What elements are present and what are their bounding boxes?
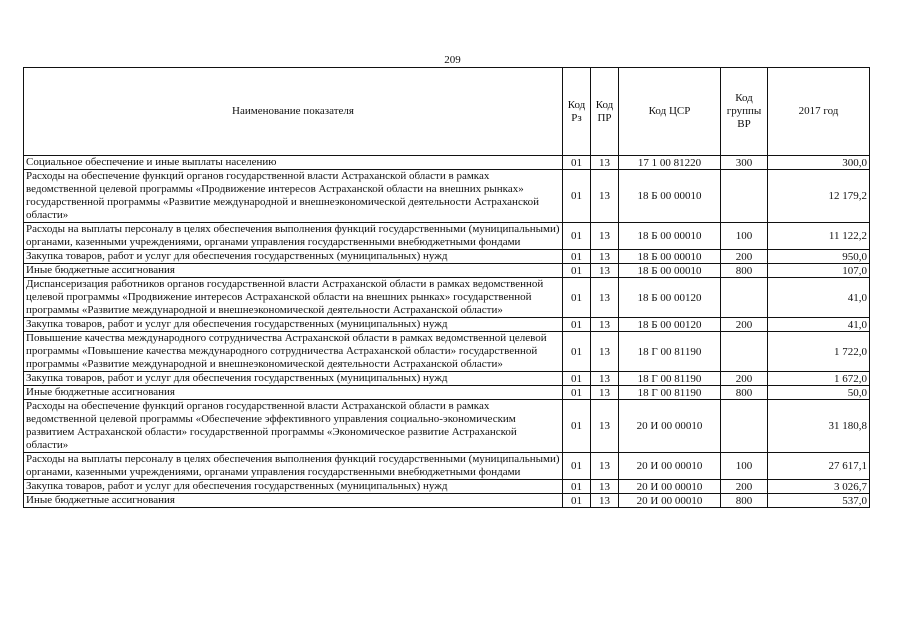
cell-code-vr	[721, 332, 768, 372]
cell-code-vr: 100	[721, 223, 768, 250]
cell-code-rz: 01	[563, 318, 591, 332]
cell-code-csr: 18 Б 00 00120	[619, 278, 721, 318]
cell-indicator-name: Диспансеризация работников органов государственной власти Астраханской области в рамках ведомственной целевой программы «Продвижение интересов Астраханской области на внешних рынках» государственной программы «Развитие международной и внешнеэкономической деятельности Астраханской области»	[24, 278, 563, 318]
table-row	[24, 278, 870, 318]
cell-code-vr: 200	[721, 372, 768, 386]
table-row	[24, 453, 870, 480]
cell-amount-2017: 107,0	[768, 264, 870, 278]
cell-code-vr: 200	[721, 250, 768, 264]
table-header	[24, 68, 870, 156]
cell-code-pr: 13	[591, 494, 619, 508]
table-row	[24, 494, 870, 508]
cell-code-csr: 20 И 00 00010	[619, 480, 721, 494]
cell-code-csr: 18 Г 00 81190	[619, 332, 721, 372]
header-code-rz: Код Рз	[563, 68, 591, 156]
cell-code-rz: 01	[563, 223, 591, 250]
cell-amount-2017: 3 026,7	[768, 480, 870, 494]
cell-code-pr: 13	[591, 400, 619, 453]
cell-indicator-name: Иные бюджетные ассигнования	[24, 386, 563, 400]
cell-code-pr: 13	[591, 278, 619, 318]
header-indicator-name: Наименование показателя	[24, 68, 563, 156]
cell-code-pr: 13	[591, 250, 619, 264]
cell-amount-2017: 41,0	[768, 278, 870, 318]
table-row	[24, 318, 870, 332]
cell-code-pr: 13	[591, 480, 619, 494]
cell-code-csr: 18 Б 00 00010	[619, 170, 721, 223]
table-row	[24, 264, 870, 278]
cell-amount-2017: 41,0	[768, 318, 870, 332]
cell-code-pr: 13	[591, 332, 619, 372]
cell-code-vr: 800	[721, 386, 768, 400]
header-year-2017: 2017 год	[768, 68, 870, 156]
cell-code-rz: 01	[563, 156, 591, 170]
table-row	[24, 400, 870, 453]
cell-code-csr: 18 Г 00 81190	[619, 386, 721, 400]
cell-code-vr: 100	[721, 453, 768, 480]
table-row	[24, 372, 870, 386]
budget-table	[23, 67, 870, 508]
cell-amount-2017: 1 722,0	[768, 332, 870, 372]
cell-indicator-name: Социальное обеспечение и иные выплаты населению	[24, 156, 563, 170]
cell-code-rz: 01	[563, 278, 591, 318]
cell-amount-2017: 27 617,1	[768, 453, 870, 480]
header-code-vr: Код группы ВР	[721, 68, 768, 156]
header-row	[24, 68, 870, 156]
cell-code-csr: 18 Б 00 00010	[619, 264, 721, 278]
cell-code-vr	[721, 278, 768, 318]
cell-code-rz: 01	[563, 480, 591, 494]
cell-code-rz: 01	[563, 170, 591, 223]
cell-code-rz: 01	[563, 494, 591, 508]
cell-amount-2017: 950,0	[768, 250, 870, 264]
cell-code-rz: 01	[563, 400, 591, 453]
cell-code-csr: 18 Б 00 00010	[619, 250, 721, 264]
header-code-pr: Код ПР	[591, 68, 619, 156]
table-row	[24, 170, 870, 223]
cell-amount-2017: 1 672,0	[768, 372, 870, 386]
page-number: 209	[444, 54, 461, 66]
cell-indicator-name: Расходы на выплаты персоналу в целях обеспечения выполнения функций государственными (муниципальными) органами, казенными учреждениями, органами управления государственными внебюджетными фондами	[24, 223, 563, 250]
cell-code-vr: 800	[721, 494, 768, 508]
cell-code-vr: 200	[721, 318, 768, 332]
cell-code-rz: 01	[563, 386, 591, 400]
table-row	[24, 156, 870, 170]
table-row	[24, 250, 870, 264]
cell-code-pr: 13	[591, 156, 619, 170]
cell-code-vr: 800	[721, 264, 768, 278]
cell-code-rz: 01	[563, 250, 591, 264]
cell-code-pr: 13	[591, 453, 619, 480]
cell-code-pr: 13	[591, 170, 619, 223]
cell-indicator-name: Закупка товаров, работ и услуг для обеспечения государственных (муниципальных) нужд	[24, 372, 563, 386]
cell-code-pr: 13	[591, 386, 619, 400]
cell-code-pr: 13	[591, 223, 619, 250]
cell-code-rz: 01	[563, 453, 591, 480]
cell-code-vr: 300	[721, 156, 768, 170]
cell-indicator-name: Повышение качества международного сотрудничества Астраханской области в рамках ведомственной целевой программы «Повышение качества международного сотрудничества Астраханской области» государственной программы «Развитие международной и внешнеэкономической деятельности Астраханской области»	[24, 332, 563, 372]
cell-amount-2017: 537,0	[768, 494, 870, 508]
cell-code-csr: 18 Б 00 00120	[619, 318, 721, 332]
cell-code-csr: 17 1 00 81220	[619, 156, 721, 170]
cell-indicator-name: Закупка товаров, работ и услуг для обеспечения государственных (муниципальных) нужд	[24, 250, 563, 264]
cell-indicator-name: Закупка товаров, работ и услуг для обеспечения государственных (муниципальных) нужд	[24, 318, 563, 332]
cell-code-pr: 13	[591, 318, 619, 332]
cell-amount-2017: 50,0	[768, 386, 870, 400]
cell-indicator-name: Иные бюджетные ассигнования	[24, 494, 563, 508]
cell-amount-2017: 300,0	[768, 156, 870, 170]
cell-code-csr: 18 Г 00 81190	[619, 372, 721, 386]
cell-code-rz: 01	[563, 264, 591, 278]
table-row	[24, 386, 870, 400]
cell-code-vr	[721, 400, 768, 453]
cell-code-rz: 01	[563, 332, 591, 372]
cell-amount-2017: 12 179,2	[768, 170, 870, 223]
cell-amount-2017: 11 122,2	[768, 223, 870, 250]
cell-indicator-name: Расходы на выплаты персоналу в целях обеспечения выполнения функций государственными (муниципальными) органами, казенными учреждениями, органами управления государственными внебюджетными фондами	[24, 453, 563, 480]
cell-code-vr	[721, 170, 768, 223]
cell-indicator-name: Закупка товаров, работ и услуг для обеспечения государственных (муниципальных) нужд	[24, 480, 563, 494]
cell-code-csr: 18 Б 00 00010	[619, 223, 721, 250]
cell-code-vr: 200	[721, 480, 768, 494]
cell-code-pr: 13	[591, 264, 619, 278]
table-row	[24, 480, 870, 494]
table-body	[24, 156, 870, 508]
cell-amount-2017: 31 180,8	[768, 400, 870, 453]
cell-code-csr: 20 И 00 00010	[619, 453, 721, 480]
table-row	[24, 332, 870, 372]
cell-code-csr: 20 И 00 00010	[619, 494, 721, 508]
header-code-csr: Код ЦСР	[619, 68, 721, 156]
table-row	[24, 223, 870, 250]
cell-indicator-name: Расходы на обеспечение функций органов государственной власти Астраханской области в рамках ведомственной целевой программы «Продвижение интересов Астраханской области на внешних рынках» государственной программы «Развитие международной и внешнеэкономической деятельности Астраханской области»	[24, 170, 563, 223]
cell-code-csr: 20 И 00 00010	[619, 400, 721, 453]
cell-code-rz: 01	[563, 372, 591, 386]
cell-indicator-name: Иные бюджетные ассигнования	[24, 264, 563, 278]
cell-indicator-name: Расходы на обеспечение функций органов государственной власти Астраханской области в рамках ведомственной целевой программы «Обеспечение эффективного управления социально-экономическим развитием Астраханской области» государственной программы «Экономическое развитие Астраханской области»	[24, 400, 563, 453]
cell-code-pr: 13	[591, 372, 619, 386]
